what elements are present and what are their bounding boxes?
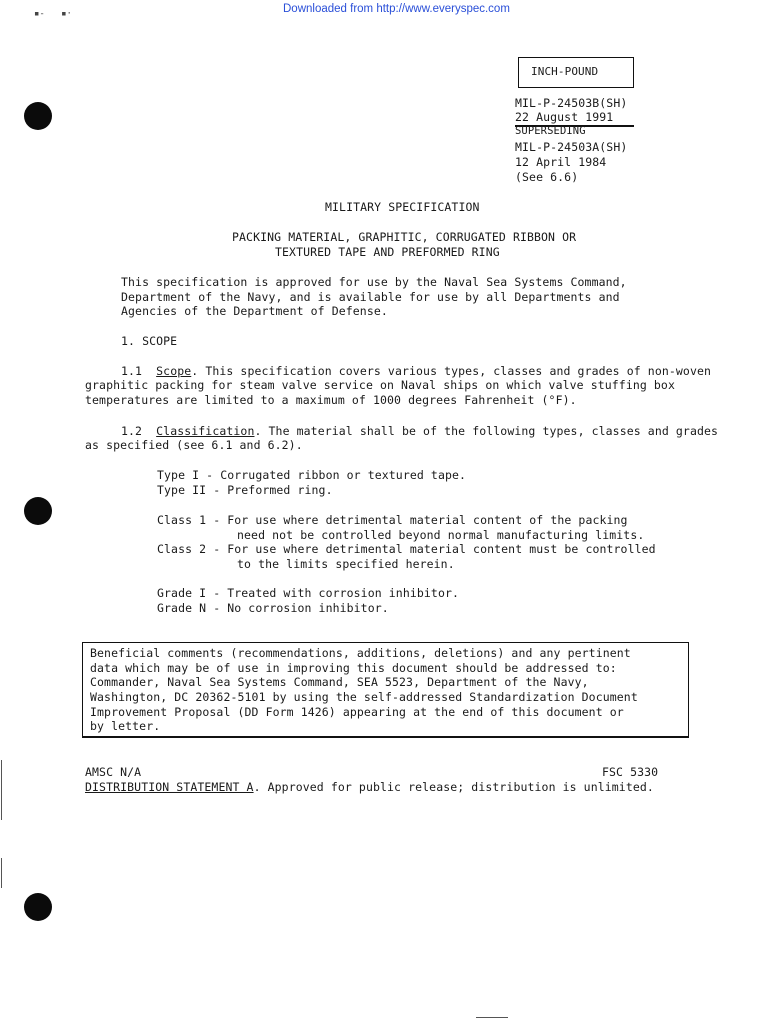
previous-doc-date: 12 April 1984 <box>515 155 607 169</box>
comments-line-4: Washington, DC 20362-5101 by using the self-addressed Standardization Document <box>90 690 638 704</box>
class-1-line-1: Class 1 - For use where detrimental material content of the packing <box>157 513 628 527</box>
comments-line-3: Commander, Naval Sea Systems Command, SEA 5523, Department of the Navy, <box>90 675 589 689</box>
section-heading-scope: 1. SCOPE <box>121 334 178 348</box>
scope-paragraph-line-1 <box>121 364 711 378</box>
previous-doc-number: MIL-P-24503A(SH) <box>515 140 628 154</box>
doc-date: 22 August 1991 <box>515 110 614 124</box>
title-line-1: PACKING MATERIAL, GRAPHITIC, CORRUGATED RIBBON OR <box>232 230 577 244</box>
stamp-label: INCH-POUND <box>531 65 599 78</box>
comments-line-5: Improvement Proposal (DD Form 1426) appearing at the end of this document or <box>90 705 624 719</box>
distribution-statement <box>85 780 654 794</box>
approval-line-2: Department of the Navy, and is available for use by all Departments and <box>121 290 620 304</box>
classification-text: . The material shall be of the following types, classes and grades <box>254 424 719 438</box>
amsc-label: AMSC N/A <box>85 765 142 779</box>
doc-type-heading: MILITARY SPECIFICATION <box>325 200 480 214</box>
scope-paragraph-line-3: temperatures are limited to a maximum of 1000 degrees Fahrenheit (°F). <box>85 393 577 407</box>
comments-box <box>82 642 689 738</box>
comments-line-1: Beneficial comments (recommendations, additions, deletions) and any pertinent <box>90 646 631 660</box>
type-2: Type II - Preformed ring. <box>157 483 333 497</box>
classification-paragraph-line-1 <box>121 424 718 438</box>
scan-artifact-bottom <box>476 1017 508 1018</box>
title-line-2: TEXTURED TAPE AND PREFORMED RING <box>275 245 500 259</box>
scope-paragraph-line-2: graphitic packing for steam valve service on Naval ships on which valve stuffing box <box>85 378 675 392</box>
inch-pound-stamp <box>518 57 634 88</box>
scope-text: . This specification covers various types, classes and grades of non-woven <box>191 364 712 378</box>
approval-line-1: This specification is approved for use by the Naval Sea Systems Command, <box>121 275 627 289</box>
comments-line-2: data which may be of use in improving this document should be addressed to: <box>90 661 617 675</box>
grade-n: Grade N - No corrosion inhibitor. <box>157 601 389 615</box>
classification-paragraph-line-2: as specified (see 6.1 and 6.2). <box>85 438 303 452</box>
doc-number: MIL-P-24503B(SH) <box>515 96 628 110</box>
distribution-label: DISTRIBUTION STATEMENT A <box>85 780 254 794</box>
type-1: Type I - Corrugated ribbon or textured tape. <box>157 468 467 482</box>
punch-hole-middle <box>24 497 52 525</box>
comments-line-6: by letter. <box>90 719 161 733</box>
class-1-line-2: need not be controlled beyond normal manufacturing limits. <box>237 528 645 542</box>
scope-label: Scope <box>156 364 192 378</box>
scan-artifact: ▪- ▪· <box>34 9 72 19</box>
scan-edge-line <box>1 858 2 888</box>
punch-hole-bottom <box>24 893 52 921</box>
class-2-line-1: Class 2 - For use where detrimental material content must be controlled <box>157 542 656 556</box>
see-reference: (See 6.6) <box>515 170 579 184</box>
scan-edge-line <box>1 760 2 820</box>
punch-hole-top <box>24 102 52 130</box>
class-2-line-2: to the limits specified herein. <box>237 557 455 571</box>
grade-1: Grade I - Treated with corrosion inhibitor. <box>157 586 460 600</box>
fsc-label: FSC 5330 <box>602 765 659 779</box>
scope-number: 1.1 <box>121 364 143 378</box>
classification-label: Classification <box>156 424 255 438</box>
distribution-text: . Approved for public release; distribution is unlimited. <box>253 780 654 794</box>
download-link[interactable]: Downloaded from http://www.everyspec.com <box>283 3 510 15</box>
superseding-label: SUPERSEDING <box>515 125 586 137</box>
classification-number: 1.2 <box>121 424 143 438</box>
approval-line-3: Agencies of the Department of Defense. <box>121 304 388 318</box>
